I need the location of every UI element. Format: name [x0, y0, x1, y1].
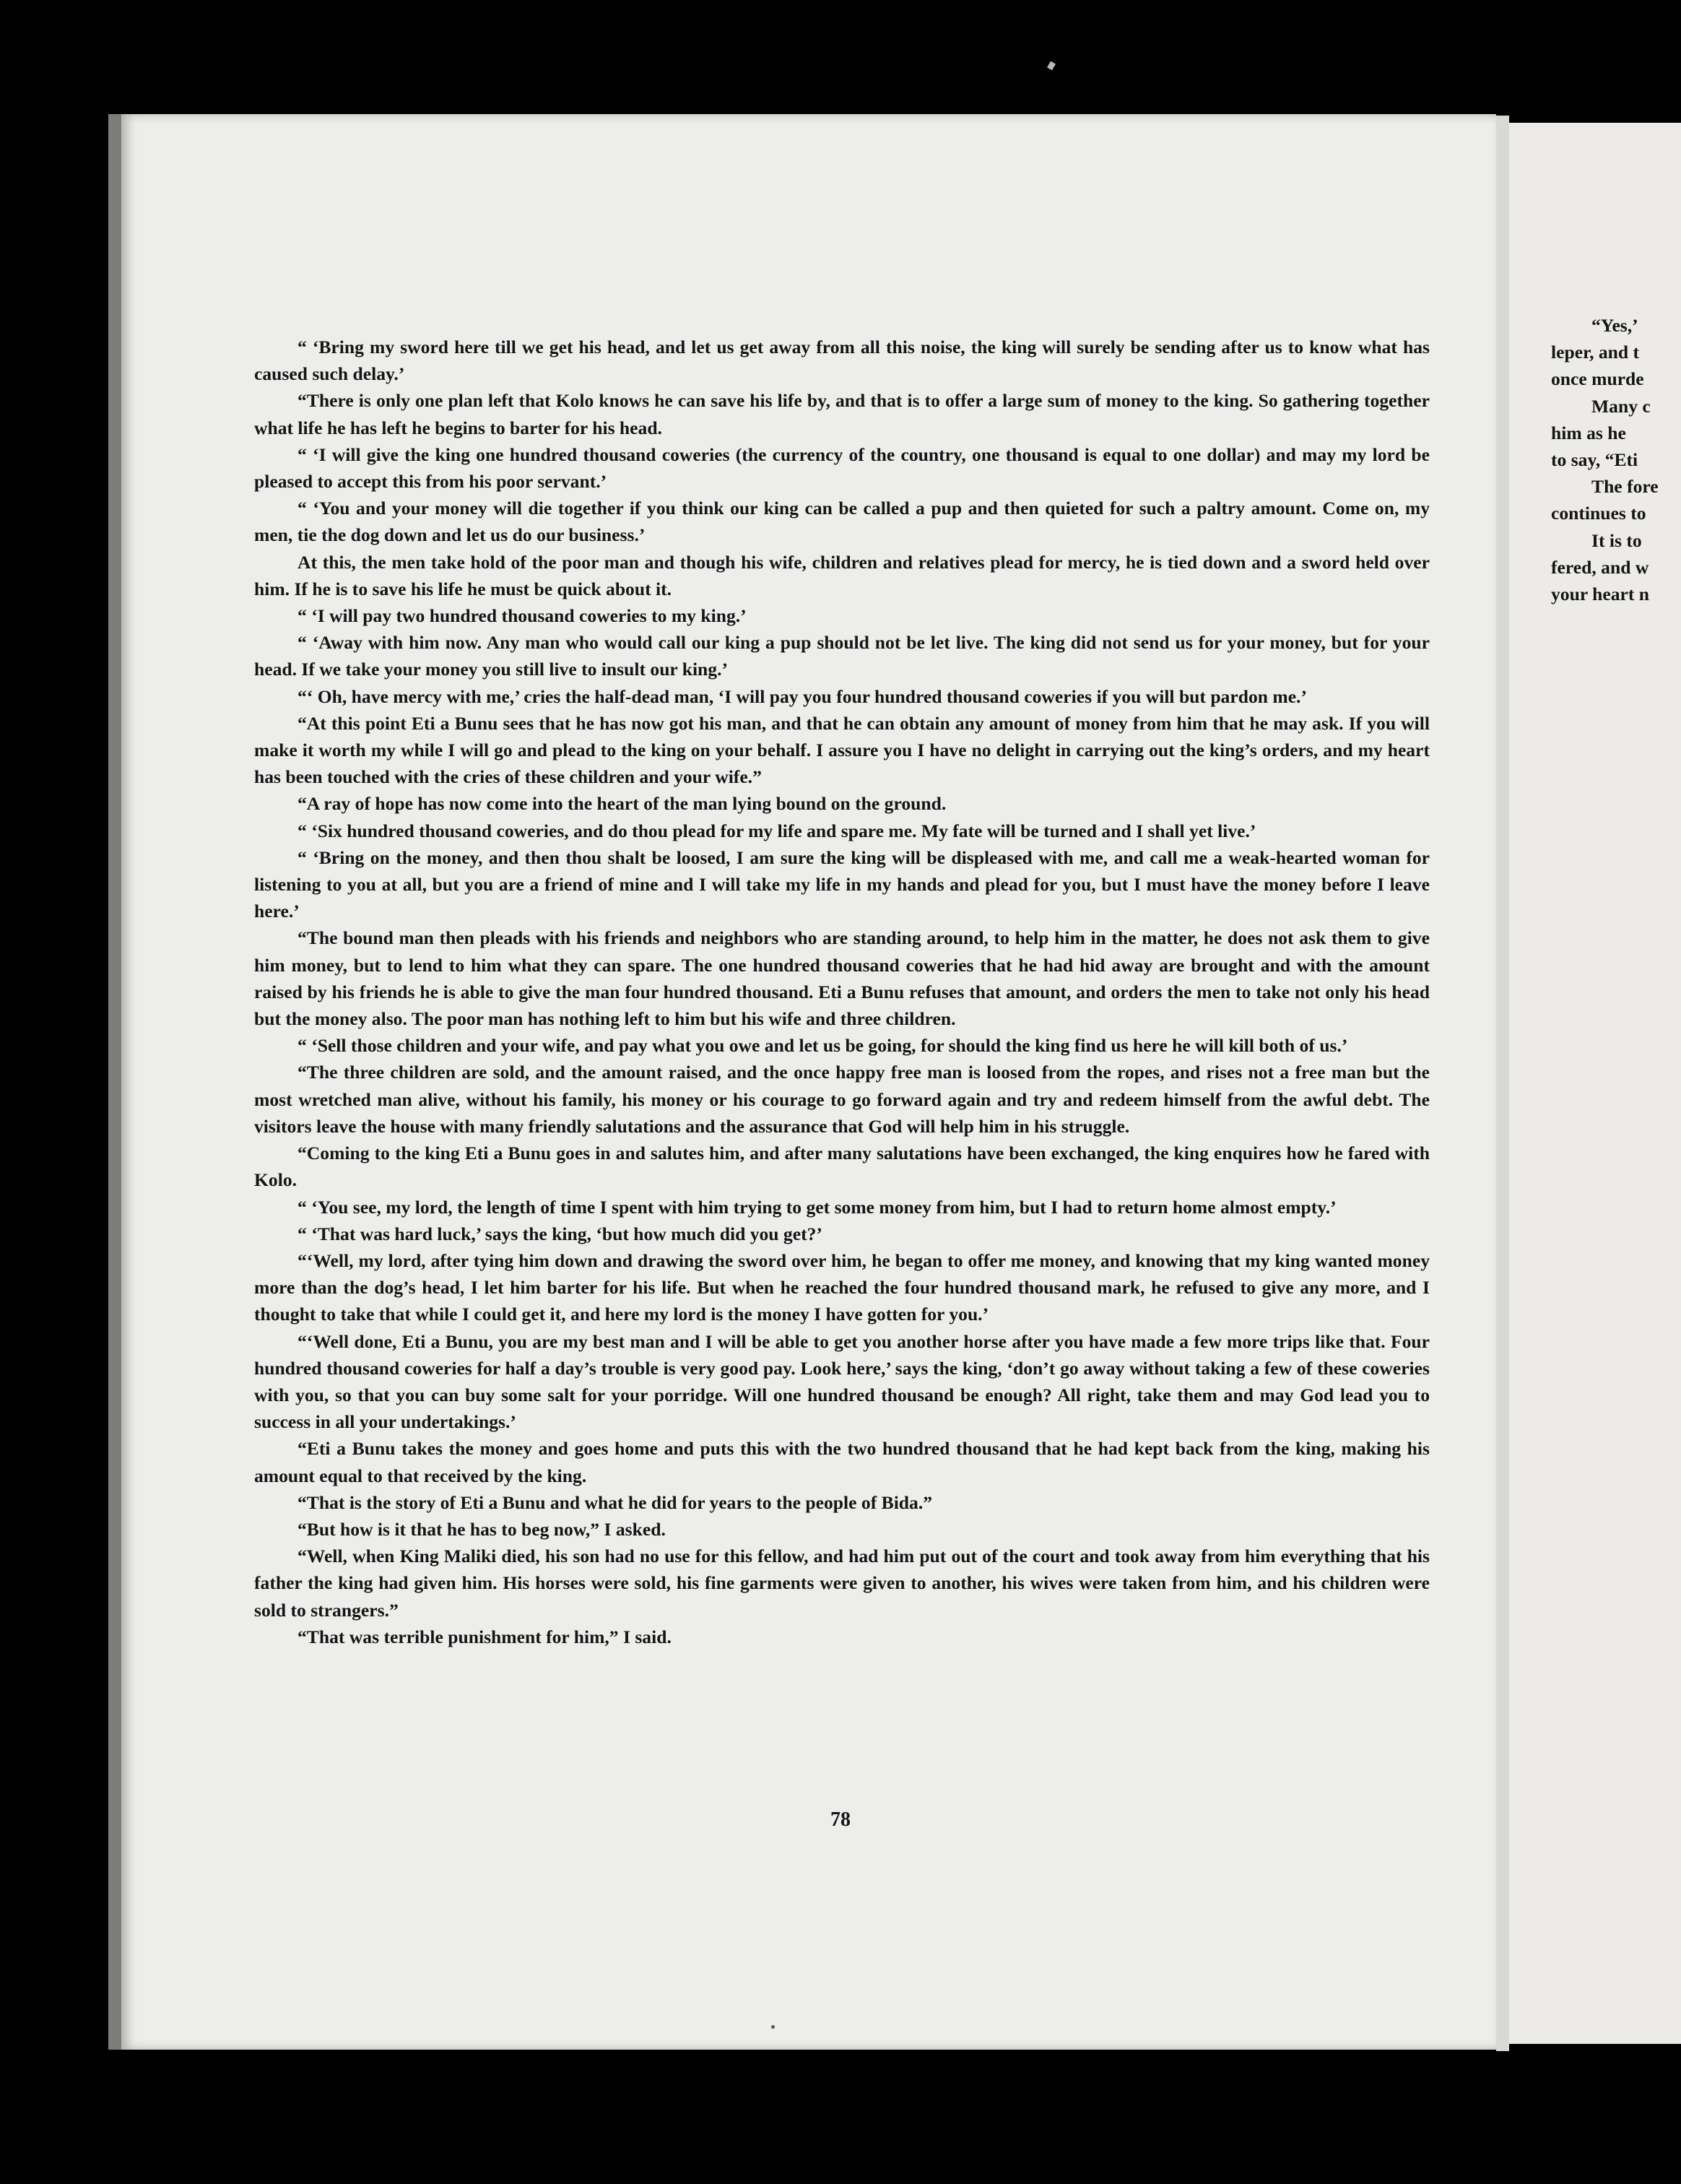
paragraph: At this, the men take hold of the poor man and though his wife, children and relatives plead for mercy, he is tied down and a sword held over him. If he is to save his life he must be quick about it. — [254, 551, 1430, 599]
paragraph: “At this point Eti a Bunu sees that he has now got his man, and that he can obtain any amount of money from him that he may ask. If you will make it worth my while I will go and plead to the king on your behalf. I assure you I have no delight in carrying out the king’s orders, and my heart has been touched with the cries of these children and your wife.” — [254, 712, 1430, 788]
paragraph: “‘Well, my lord, after tying him down and drawing the sword over him, he began to offer me money, and knowing that my king wanted money more than the dog’s head, I let him barter for his life. But when he reached the four hundred thousand mark, he refused to give any more, and I thought to take that while I could get it, and here my lord is the money I have gotten for you.’ — [254, 1249, 1430, 1325]
text-line: continues to — [1551, 503, 1646, 524]
text-line: fered, and w — [1551, 556, 1649, 578]
text-line: once murde — [1551, 368, 1644, 390]
paragraph: “There is only one plan left that Kolo knows he can save his life by, and that is to offer a large sum of money to the king. So gathering together what life he has left he begins to barter for his head. — [254, 390, 1430, 438]
book-gutter — [1496, 116, 1509, 2051]
paragraph: “ ‘Bring on the money, and then thou shalt be loosed, I am sure the king will be displeased with me, and call me a weak-hearted woman for listening to you at all, but you are a friend of mine and I will take my life in my hands and plead for you, but I must have the money before I leave here.’ — [254, 846, 1430, 922]
scan-speck — [1047, 61, 1056, 71]
paragraph: “‘ Oh, have mercy with me,’ cries the half-dead man, ‘I will pay you four hundred thousand coweries if you will but pardon me.’ — [297, 685, 1307, 707]
text-line: your heart n — [1551, 584, 1650, 605]
scan-speck — [771, 2025, 775, 2029]
page-number: 78 — [830, 1808, 851, 1831]
paragraph: “The bound man then pleads with his friends and neighbors who are standing around, to help him in the matter, he does not ask them to give him money, but to lend to him what they can spare. The one hundred thousand coweries that he had hid away are brought and with the amount raised by his friends he is able to give the man four hundred thousand. Eti a Bunu refuses that amount, and orders the men to take not only his head but the money also. The poor man has nothing left to him but his wife and three children. — [254, 927, 1430, 1030]
text-line: The fore — [1591, 476, 1659, 498]
paragraph: “‘Well done, Eti a Bunu, you are my best man and I will be able to get you another horse after you have made a few more trips like that. Four hundred thousand coweries for half a day’s trouble is very good pay. Look here,’ says the king, ‘don’t go away without taking a few of these coweries with you, so that you can buy some salt for your porridge. Will one hundred thousand be enough? All right, take them and may God lead you to success in all your undertakings.’ — [254, 1330, 1430, 1433]
paragraph: “ ‘That was hard luck,’ says the king, ‘but how much did you get?’ — [297, 1223, 822, 1244]
right-page-body — [1551, 312, 1681, 607]
paragraph: “That was terrible punishment for him,” I said. — [297, 1626, 672, 1647]
text-line: It is to — [1591, 529, 1642, 551]
paragraph: “ ‘I will give the king one hundred thousand coweries (the currency of the country, one thousand is equal to one dollar) and may my lord be pleased to accept this from his poor servant.’ — [254, 443, 1430, 493]
paragraph: “Coming to the king Eti a Bunu goes in and salutes him, and after many salutations have been exchanged, the king enquires how he fared with Kolo. — [254, 1143, 1430, 1191]
left-page-body — [254, 334, 1430, 1650]
paragraph: “ ‘You and your money will die together if you think our king can be called a pup and then quieted for such a paltry amount. Come on, my men, tie the dog down and let us do our business.’ — [254, 498, 1430, 546]
paragraph: “ ‘Bring my sword here till we get his head, and let us get away from all this noise, the king will surely be sending after us to know what has caused such delay.’ — [254, 337, 1430, 385]
text-line: him as he — [1551, 422, 1626, 443]
paragraph: “ ‘You see, my lord, the length of time I spent with him trying to get some money from him, but I had to return home almost empty.’ — [297, 1196, 1337, 1218]
text-line: “Yes,’ — [1591, 315, 1638, 336]
text-line: Many c — [1591, 395, 1651, 417]
paragraph: “That is the story of Eti a Bunu and what he did for years to the people of Bida.” — [297, 1491, 933, 1513]
paragraph: “ ‘I will pay two hundred thousand coweries to my king.’ — [297, 605, 747, 627]
paragraph: “A ray of hope has now come into the heart of the man lying bound on the ground. — [297, 793, 947, 815]
paragraph: “But how is it that he has to beg now,” I asked. — [297, 1518, 666, 1540]
paragraph: “Eti a Bunu takes the money and goes home and puts this with the two hundred thousand that he had kept back from the king, making his amount equal to that received by the king. — [254, 1438, 1430, 1486]
paragraph: “Well, when King Maliki died, his son had no use for this fellow, and had him put out of the court and took away from him everything that his father the king had given him. His horses were sold, his fine garments were given to another, his wives were taken from him, and his children were sold to strangers.” — [254, 1546, 1430, 1621]
paragraph: “The three children are sold, and the amount raised, and the once happy free man is loosed from the ropes, and rises not a free man but the most wretched man alive, without his family, his money or his courage to go forward again and try and redeem himself from the awful debt. The visitors leave the house with many friendly salutations and the assurance that God will help him in his struggle. — [254, 1062, 1430, 1137]
paragraph: “ ‘Away with him now. Any man who would call our king a pup should not be let live. The king did not send us for your money, but for your head. If we take your money you still live to insult our king.’ — [254, 632, 1430, 680]
text-line: to say, “Eti — [1551, 449, 1638, 471]
paragraph: “ ‘Sell those children and your wife, and pay what you owe and let us be going, for should the king find us here he will kill both of us.’ — [297, 1035, 1348, 1057]
paragraph: “ ‘Six hundred thousand coweries, and do thou plead for my life and spare me. My fate will be turned and I shall yet live.’ — [297, 820, 1256, 841]
text-line: leper, and t — [1551, 342, 1640, 363]
